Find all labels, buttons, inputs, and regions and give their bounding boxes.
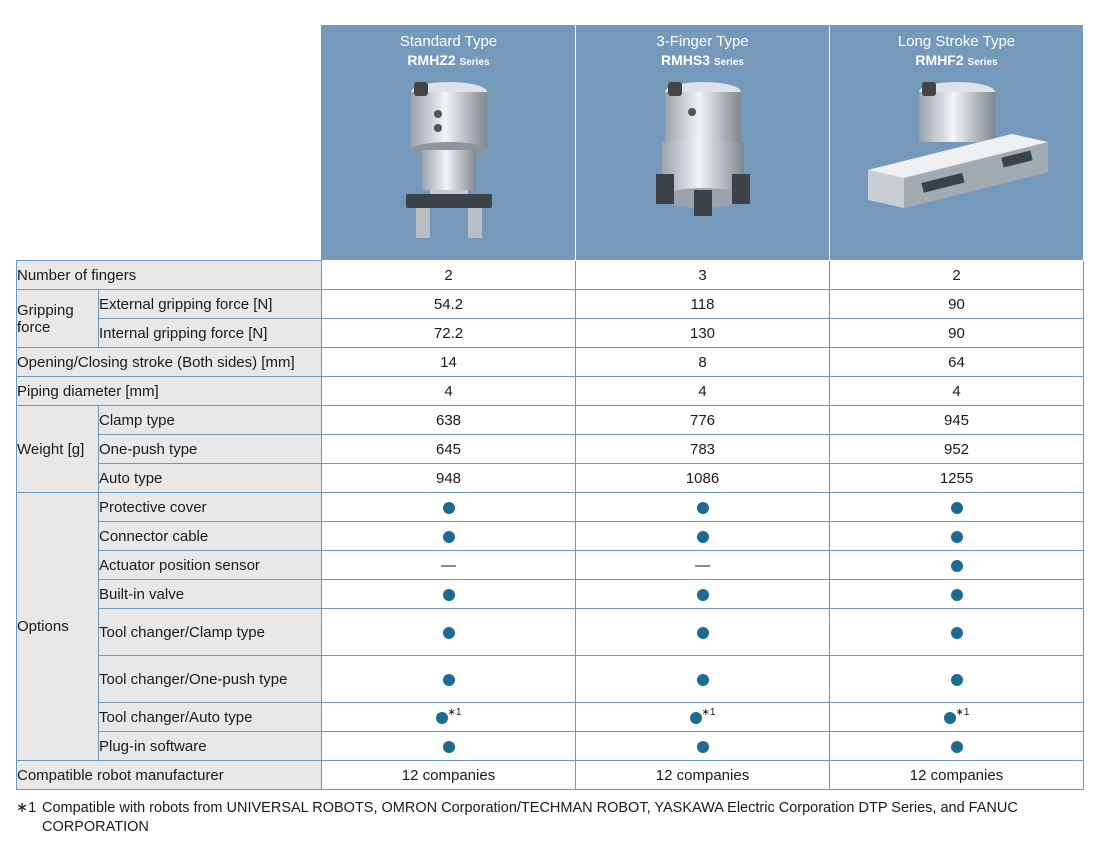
available-dot-icon [436,712,448,724]
cell-value: 4 [322,377,576,406]
cell-value: 2 [830,261,1084,290]
available-dot-cell [322,522,576,551]
group-label: Weight [g] [17,406,99,493]
table-row [17,348,1084,377]
available-dot-icon [697,589,709,601]
cell-value: 952 [830,435,1084,464]
group-label: Gripping force [17,290,99,348]
cell-value: 1086 [576,464,830,493]
available-dot-cell [576,732,830,761]
row-label: Compatible robot manufacturer [17,761,322,790]
table-row [17,609,1084,656]
table-row [17,319,1084,348]
unavailable-cell: — [322,551,576,580]
column-model: RMHS3 [661,52,711,68]
row-label: Number of fingers [17,261,322,290]
available-dot-cell [576,703,830,732]
column-type: Standard Type [399,33,498,50]
table-row [17,761,1084,790]
row-label: Piping diameter [mm] [17,377,322,406]
footnote-mark: ∗1 [16,800,37,816]
column-suffix: Series [713,57,744,68]
available-dot-cell [576,522,830,551]
available-dot-cell [322,703,576,732]
available-dot-icon [443,589,455,601]
column-header-rmhf2 [830,26,1084,261]
row-label: Opening/Closing stroke (Both sides) [mm] [17,348,322,377]
table-row [17,435,1084,464]
available-dot-icon [951,531,963,543]
footnote [16,799,1086,837]
column-type: 3-Finger Type [656,33,749,50]
table-row [17,464,1084,493]
cell-value: 4 [830,377,1084,406]
footnote-text: Compatible with robots from UNIVERSAL ROBOTS, OMRON Corporation/TECHMAN ROBOT, YASKAWA Electric Corporation DTP Series, and FANUC CORPORATION [42,800,1018,835]
available-dot-cell [830,493,1084,522]
cell-value: 2 [322,261,576,290]
cell-value: 54.2 [322,290,576,319]
cell-value: 948 [322,464,576,493]
table-row [17,580,1084,609]
available-dot-icon [697,741,709,753]
available-dot-cell [830,609,1084,656]
available-dot-cell [322,580,576,609]
available-dot-icon [443,674,455,686]
column-model: RMHZ2 [407,52,456,68]
available-dot-icon [697,627,709,639]
cell-value: 90 [830,319,1084,348]
available-dot-cell [830,580,1084,609]
available-dot-cell [830,732,1084,761]
row-label: Clamp type [99,406,322,435]
available-dot-cell [830,703,1084,732]
row-label: Actuator position sensor [99,551,322,580]
available-dot-icon [951,589,963,601]
available-dot-icon [690,712,702,724]
available-dot-icon [697,674,709,686]
column-suffix: Series [967,57,998,68]
available-dot-icon [951,741,963,753]
footnote-ref: ∗1 [955,706,970,718]
table-row [17,377,1084,406]
spec-table [16,25,1084,790]
available-dot-icon [697,531,709,543]
footnote-ref: ∗1 [701,706,716,718]
available-dot-icon [951,674,963,686]
available-dot-icon [443,741,455,753]
row-label: Auto type [99,464,322,493]
available-dot-icon [951,627,963,639]
cell-value: 638 [322,406,576,435]
corner-blank [17,26,322,261]
cell-value: 12 companies [576,761,830,790]
available-dot-cell [322,732,576,761]
available-dot-cell [576,580,830,609]
available-dot-cell [830,656,1084,703]
table-row [17,656,1084,703]
table-row [17,493,1084,522]
gripper-two-finger-icon [394,78,504,256]
cell-value: 64 [830,348,1084,377]
available-dot-icon [951,502,963,514]
row-label: Connector cable [99,522,322,551]
available-dot-cell [830,551,1084,580]
cell-value: 12 companies [322,761,576,790]
available-dot-cell [322,656,576,703]
available-dot-cell [322,609,576,656]
cell-value: 130 [576,319,830,348]
available-dot-icon [697,502,709,514]
cell-value: 8 [576,348,830,377]
row-label: Built-in valve [99,580,322,609]
available-dot-cell [830,522,1084,551]
row-label: Tool changer/One-push type [99,656,322,703]
available-dot-icon [951,560,963,572]
footnote-ref: ∗1 [447,706,462,718]
group-label: Options [17,493,99,761]
row-label: Tool changer/Auto type [99,703,322,732]
available-dot-cell [576,609,830,656]
available-dot-icon [443,531,455,543]
gripper-three-finger-icon [648,78,758,228]
table-row [17,261,1084,290]
row-label: Plug-in software [99,732,322,761]
cell-value: 14 [322,348,576,377]
unavailable-cell: — [576,551,830,580]
cell-value: 3 [576,261,830,290]
available-dot-cell [322,493,576,522]
table-row [17,551,1084,580]
cell-value: 90 [830,290,1084,319]
gripper-long-stroke-icon [862,78,1052,218]
available-dot-icon [944,712,956,724]
row-label: External gripping force [N] [99,290,322,319]
column-type: Long Stroke Type [897,33,1016,50]
cell-value: 783 [576,435,830,464]
cell-value: 4 [576,377,830,406]
table-row [17,406,1084,435]
cell-value: 12 companies [830,761,1084,790]
available-dot-icon [443,627,455,639]
table-row [17,290,1084,319]
column-header-rmhz2 [322,26,576,261]
row-label: Internal gripping force [N] [99,319,322,348]
available-dot-cell [576,493,830,522]
column-header-rmhs3 [576,26,830,261]
cell-value: 118 [576,290,830,319]
cell-value: 1255 [830,464,1084,493]
cell-value: 945 [830,406,1084,435]
row-label: One-push type [99,435,322,464]
column-suffix: Series [459,57,490,68]
cell-value: 776 [576,406,830,435]
table-row [17,522,1084,551]
cell-value: 645 [322,435,576,464]
table-row [17,703,1084,732]
available-dot-icon [443,502,455,514]
table-row [17,732,1084,761]
row-label: Tool changer/Clamp type [99,609,322,656]
available-dot-cell [576,656,830,703]
row-label: Protective cover [99,493,322,522]
cell-value: 72.2 [322,319,576,348]
column-model: RMHF2 [915,52,964,68]
